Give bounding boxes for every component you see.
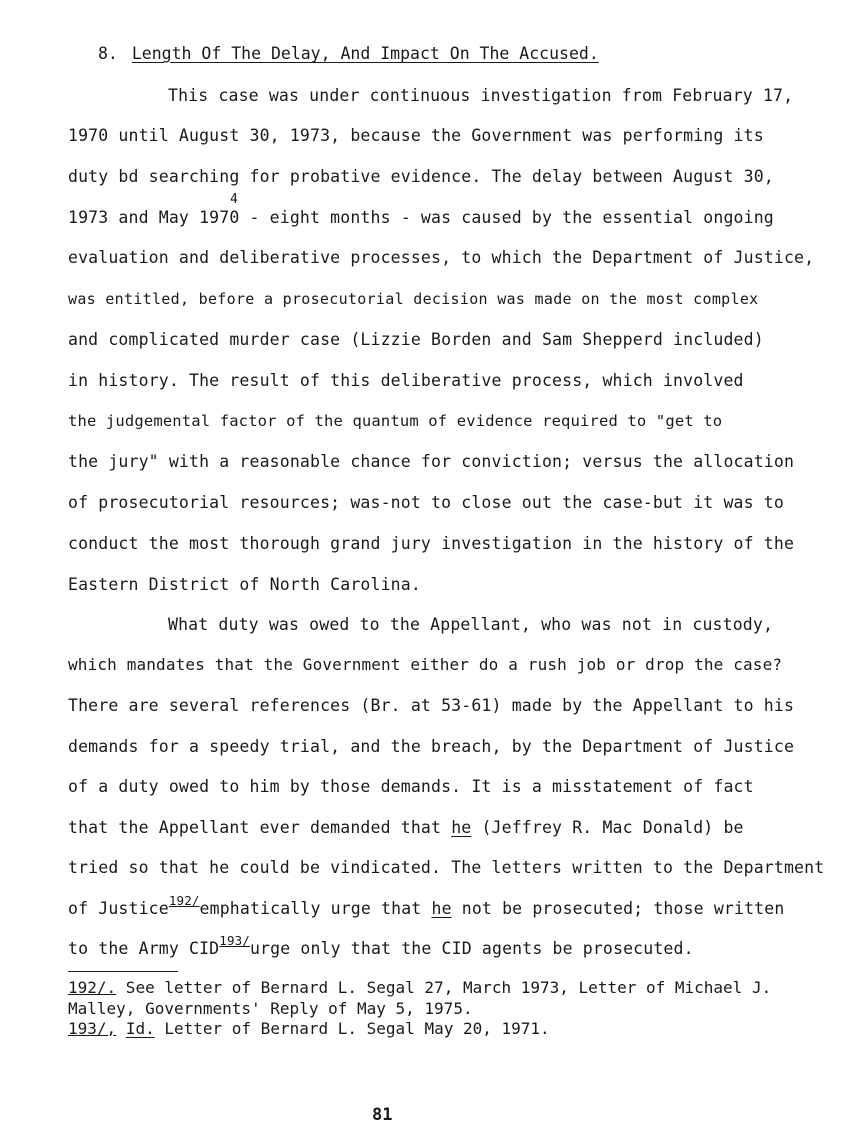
paragraph-line: demands for a speedy trial, and the breach, by the Department of Justice	[68, 737, 795, 756]
paragraph-line: There are several references (Br. at 53-61) made by the Appellant to his	[68, 696, 795, 715]
section-number: 8.	[98, 44, 118, 63]
text-run: of Justice	[68, 899, 169, 918]
footnote-text: Letter of Bernard L. Segal May 20, 1971.	[154, 1019, 550, 1038]
paragraph-line: the judgemental factor of the quantum of evidence required to "get to	[68, 412, 723, 430]
paragraph-line	[68, 818, 744, 837]
footnote-reference-193: 193/	[219, 933, 250, 948]
text-run: urge only that the CID agents be prosecuted.	[249, 939, 694, 958]
paragraph-line: which mandates that the Government either do a rush job or drop the case?	[68, 655, 783, 674]
text-run: not be prosecuted; those written	[451, 899, 785, 918]
paragraph-line: tried so that he could be vindicated. The letters written to the Department	[68, 858, 825, 877]
paragraph-line: of a duty owed to him by those demands. It is a misstatement of fact	[68, 777, 754, 796]
footnote-text: See letter of Bernard L. Segal 27, March 1973, Letter of Michael J.	[116, 978, 772, 997]
paragraph-line: in history. The result of this deliberative process, which involved	[68, 371, 744, 390]
footnote-id: Id.	[125, 1019, 155, 1038]
footnote-marker: 192/.	[68, 978, 117, 997]
paragraph-line: Eastern District of North Carolina.	[68, 575, 421, 594]
paragraph-line	[68, 893, 785, 918]
footnote-192	[68, 978, 771, 997]
paragraph-line: conduct the most thorough grand jury investigation in the history of the	[68, 534, 795, 553]
footnote-192-continued: Malley, Governments' Reply of May 5, 1975.	[68, 999, 473, 1018]
footnote-193	[68, 1019, 550, 1038]
paragraph-line: the jury" with a reasonable chance for conviction; versus the allocation	[68, 452, 795, 471]
footnote-separator	[68, 971, 178, 972]
section-heading	[98, 44, 599, 63]
handwritten-insertion-mark: 4	[230, 192, 238, 207]
paragraph-line: was entitled, before a prosecutorial decision was made on the most complex	[68, 290, 759, 308]
footnote-marker: 193/,	[68, 1019, 117, 1038]
paragraph-line	[68, 933, 694, 958]
text-run: that the Appellant ever demanded that	[68, 818, 452, 837]
emphasized-word: he	[451, 818, 472, 837]
paragraph-line: evaluation and deliberative processes, to which the Department of Justice,	[68, 248, 815, 267]
section-title: Length Of The Delay, And Impact On The Accused.	[131, 44, 599, 63]
paragraph-line: and complicated murder case (Lizzie Borden and Sam Shepperd included)	[68, 330, 764, 349]
paragraph-line: This case was under continuous investigation from February 17,	[168, 86, 794, 105]
paragraph-line: of prosecutorial resources; was-not to close out the case-but it was to	[68, 493, 784, 512]
page-number: 81	[372, 1105, 393, 1125]
text-run: to the Army CID	[68, 939, 220, 958]
paragraph-line: What duty was owed to the Appellant, who was not in custody,	[168, 615, 774, 634]
text-run: (Jeffrey R. Mac Donald) be	[471, 818, 744, 837]
paragraph-line: 1973 and May 1970 - eight months - was caused by the essential ongoing	[68, 208, 774, 227]
paragraph-line: duty bd searching for probative evidence. The delay between August 30,	[68, 167, 774, 186]
footnote-reference-192: 192/	[168, 893, 200, 908]
paragraph-line: 1970 until August 30, 1973, because the Government was performing its	[68, 126, 764, 145]
emphasized-word: he	[431, 899, 452, 918]
text-run: emphatically urge that	[199, 899, 432, 918]
